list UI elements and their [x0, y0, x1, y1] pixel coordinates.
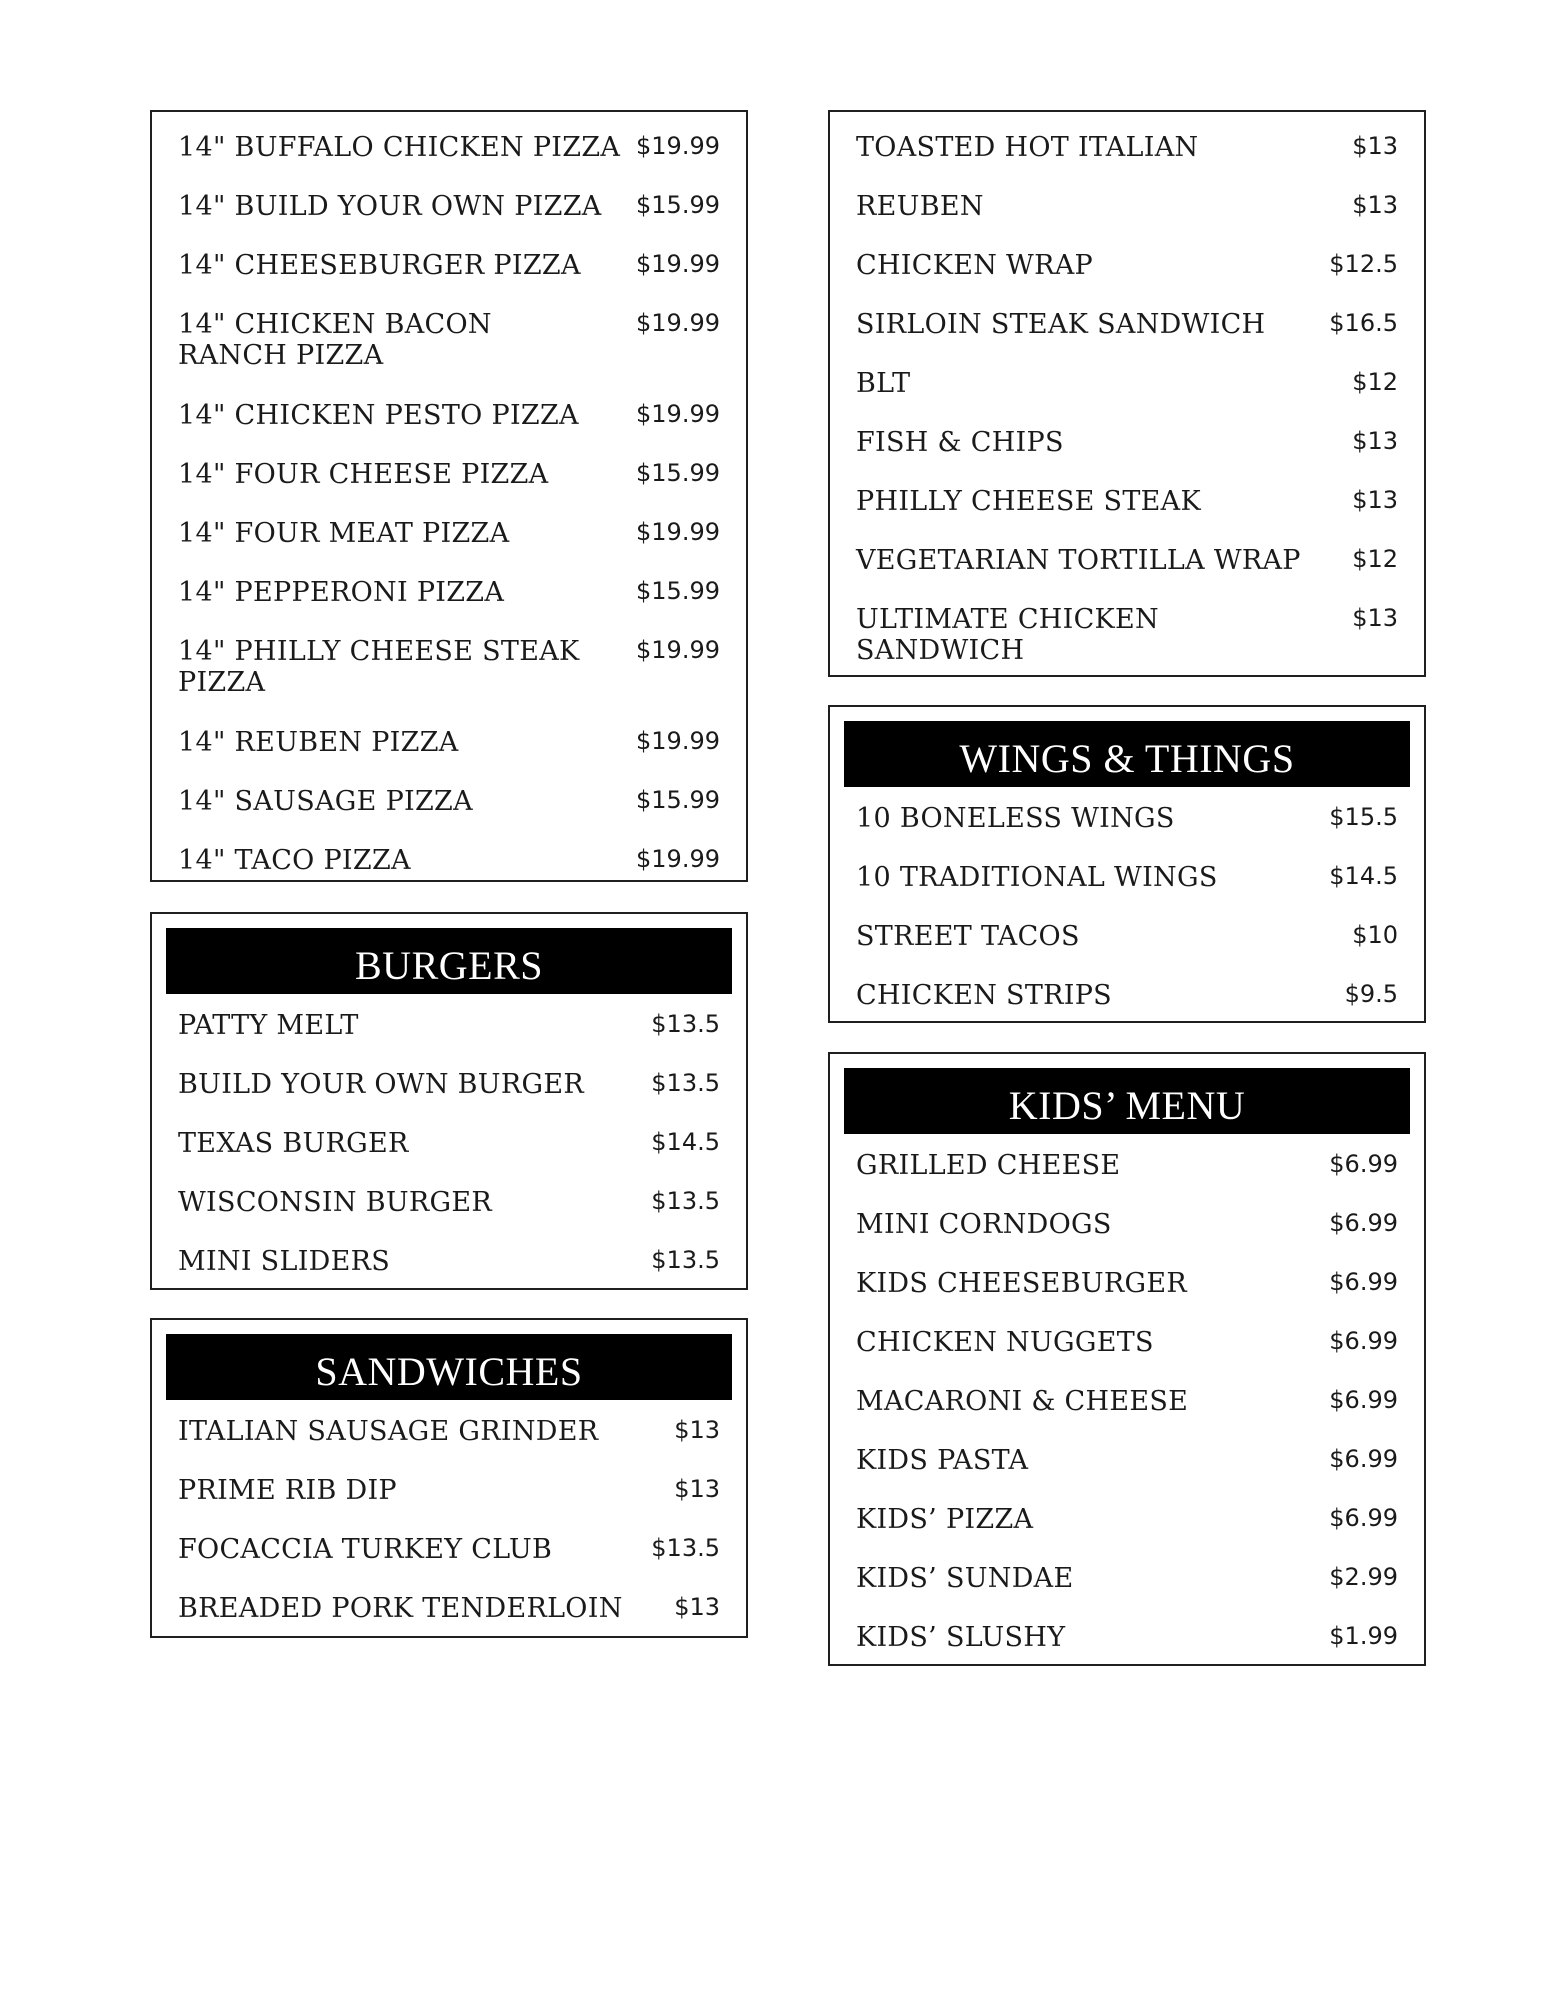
- menu-item: [178, 1187, 720, 1218]
- item-name: 14" CHEESEBURGER PIZZA: [178, 250, 581, 281]
- item-name: PHILLY CHEESE STEAK: [856, 486, 1201, 517]
- section-title: KIDS’ MENU: [844, 1068, 1410, 1134]
- item-price: $9.5: [1344, 980, 1398, 1008]
- menu-item: [856, 427, 1398, 458]
- item-name: FOCACCIA TURKEY CLUB: [178, 1534, 553, 1565]
- menu-item: [856, 1445, 1398, 1476]
- item-name: 14" PEPPERONI PIZZA: [178, 577, 505, 608]
- menu-item: [178, 132, 720, 163]
- item-name: KIDS’ SUNDAE: [856, 1563, 1074, 1594]
- menu-item: [178, 518, 720, 549]
- menu-item: [856, 132, 1398, 163]
- item-name: REUBEN: [856, 191, 984, 222]
- menu-item: [856, 191, 1398, 222]
- menu-item: [856, 1622, 1398, 1653]
- item-price: $13.5: [651, 1246, 720, 1274]
- item-price: $15.99: [636, 191, 720, 219]
- item-name: WISCONSIN BURGER: [178, 1187, 493, 1218]
- menu-item: [856, 921, 1398, 952]
- item-name: CHICKEN NUGGETS: [856, 1327, 1154, 1358]
- item-name: STREET TACOS: [856, 921, 1080, 952]
- item-price: $19.99: [636, 636, 720, 664]
- item-price: $13: [1352, 132, 1398, 160]
- item-name: 14" REUBEN PIZZA: [178, 727, 459, 758]
- section-title: SANDWICHES: [166, 1334, 732, 1400]
- item-price: $14.5: [651, 1128, 720, 1156]
- menu-item: [856, 1327, 1398, 1358]
- kids-menu-section: [828, 1052, 1426, 1666]
- item-name: CHICKEN WRAP: [856, 250, 1093, 281]
- item-price: $2.99: [1329, 1563, 1398, 1591]
- item-price: $6.99: [1329, 1209, 1398, 1237]
- item-price: $19.99: [636, 132, 720, 160]
- item-price: $6.99: [1329, 1445, 1398, 1473]
- item-price: $13: [674, 1593, 720, 1621]
- item-name: PATTY MELT: [178, 1010, 359, 1041]
- burgers-section: [150, 912, 748, 1290]
- item-name: PRIME RIB DIP: [178, 1475, 397, 1506]
- menu-item: [178, 786, 720, 817]
- item-price: $13: [1352, 191, 1398, 219]
- menu-item: [178, 577, 720, 608]
- item-name: MINI SLIDERS: [178, 1246, 391, 1277]
- menu-item: [178, 191, 720, 222]
- item-price: $1.99: [1329, 1622, 1398, 1650]
- item-price: $19.99: [636, 727, 720, 755]
- menu-item: [178, 250, 720, 281]
- item-name: TOASTED HOT ITALIAN: [856, 132, 1199, 163]
- item-price: $12: [1352, 545, 1398, 573]
- item-name: GRILLED CHEESE: [856, 1150, 1121, 1181]
- menu-item: [856, 604, 1398, 666]
- item-price: $13.5: [651, 1534, 720, 1562]
- menu-item: [178, 845, 720, 876]
- item-price: $15.99: [636, 459, 720, 487]
- item-name: ULTIMATE CHICKEN SANDWICH: [856, 604, 1159, 666]
- item-price: $19.99: [636, 518, 720, 546]
- item-price: $13: [1352, 427, 1398, 455]
- sandwiches-continued-section: [828, 110, 1426, 677]
- menu-item: [856, 250, 1398, 281]
- item-name: 14" SAUSAGE PIZZA: [178, 786, 473, 817]
- menu-item: [856, 980, 1398, 1011]
- item-name: KIDS’ SLUSHY: [856, 1622, 1066, 1653]
- item-price: $19.99: [636, 845, 720, 873]
- menu-item: [856, 862, 1398, 893]
- menu-item: [178, 636, 720, 698]
- item-name: BUILD YOUR OWN BURGER: [178, 1069, 584, 1100]
- menu-item: [178, 1416, 720, 1447]
- menu-item: [178, 1534, 720, 1565]
- item-price: $12.5: [1329, 250, 1398, 278]
- item-name: CHICKEN STRIPS: [856, 980, 1112, 1011]
- item-name: MACARONI & CHEESE: [856, 1386, 1189, 1417]
- item-name: VEGETARIAN TORTILLA WRAP: [856, 545, 1301, 576]
- item-name: BREADED PORK TENDERLOIN: [178, 1593, 623, 1624]
- item-price: $15.99: [636, 786, 720, 814]
- menu-item: [856, 1209, 1398, 1240]
- item-name: FISH & CHIPS: [856, 427, 1064, 458]
- item-name: 14" FOUR CHEESE PIZZA: [178, 459, 549, 490]
- item-price: $13.5: [651, 1069, 720, 1097]
- item-name: 10 BONELESS WINGS: [856, 803, 1175, 834]
- section-title: WINGS & THINGS: [844, 721, 1410, 787]
- item-price: $19.99: [636, 250, 720, 278]
- item-price: $6.99: [1329, 1150, 1398, 1178]
- item-name: BLT: [856, 368, 911, 399]
- item-name: 14" BUILD YOUR OWN PIZZA: [178, 191, 602, 222]
- item-price: $13: [1352, 604, 1398, 632]
- menu-item: [856, 368, 1398, 399]
- menu-item: [178, 1069, 720, 1100]
- menu-item: [856, 1386, 1398, 1417]
- item-price: $6.99: [1329, 1504, 1398, 1532]
- item-name: 14" PHILLY CHEESE STEAK PIZZA: [178, 636, 580, 698]
- item-name: KIDS’ PIZZA: [856, 1504, 1034, 1535]
- item-name: 10 TRADITIONAL WINGS: [856, 862, 1218, 893]
- item-price: $13.5: [651, 1187, 720, 1215]
- pizza-menu-section: [150, 110, 748, 882]
- item-price: $6.99: [1329, 1386, 1398, 1414]
- wings-section: [828, 705, 1426, 1023]
- menu-item: [856, 1504, 1398, 1535]
- item-name: 14" CHICKEN PESTO PIZZA: [178, 400, 579, 431]
- item-name: 14" CHICKEN BACON RANCH PIZZA: [178, 309, 492, 371]
- item-price: $13: [1352, 486, 1398, 514]
- menu-item: [178, 459, 720, 490]
- menu-item: [856, 1268, 1398, 1299]
- menu-item: [178, 1593, 720, 1624]
- item-price: $15.5: [1329, 803, 1398, 831]
- menu-item: [856, 309, 1398, 340]
- item-price: $6.99: [1329, 1327, 1398, 1355]
- sandwiches-section: [150, 1318, 748, 1638]
- item-price: $6.99: [1329, 1268, 1398, 1296]
- menu-item: [178, 1010, 720, 1041]
- menu-item: [178, 1246, 720, 1277]
- item-name: KIDS PASTA: [856, 1445, 1029, 1476]
- item-name: ITALIAN SAUSAGE GRINDER: [178, 1416, 599, 1447]
- menu-item: [856, 545, 1398, 576]
- item-name: KIDS CHEESEBURGER: [856, 1268, 1188, 1299]
- item-name: MINI CORNDOGS: [856, 1209, 1112, 1240]
- item-name: 14" BUFFALO CHICKEN PIZZA: [178, 132, 621, 163]
- item-name: 14" FOUR MEAT PIZZA: [178, 518, 510, 549]
- item-price: $13: [674, 1475, 720, 1503]
- menu-item: [178, 309, 720, 371]
- item-price: $10: [1352, 921, 1398, 949]
- item-price: $19.99: [636, 309, 720, 337]
- item-price: $13.5: [651, 1010, 720, 1038]
- item-name: TEXAS BURGER: [178, 1128, 409, 1159]
- menu-item: [178, 1475, 720, 1506]
- menu-item: [856, 1150, 1398, 1181]
- item-price: $19.99: [636, 400, 720, 428]
- item-price: $12: [1352, 368, 1398, 396]
- item-price: $15.99: [636, 577, 720, 605]
- menu-item: [856, 803, 1398, 834]
- menu-item: [178, 727, 720, 758]
- menu-item: [856, 1563, 1398, 1594]
- item-price: $16.5: [1329, 309, 1398, 337]
- item-price: $13: [674, 1416, 720, 1444]
- item-price: $14.5: [1329, 862, 1398, 890]
- menu-item: [178, 400, 720, 431]
- menu-item: [178, 1128, 720, 1159]
- item-name: SIRLOIN STEAK SANDWICH: [856, 309, 1266, 340]
- item-name: 14" TACO PIZZA: [178, 845, 411, 876]
- section-title: BURGERS: [166, 928, 732, 994]
- menu-item: [856, 486, 1398, 517]
